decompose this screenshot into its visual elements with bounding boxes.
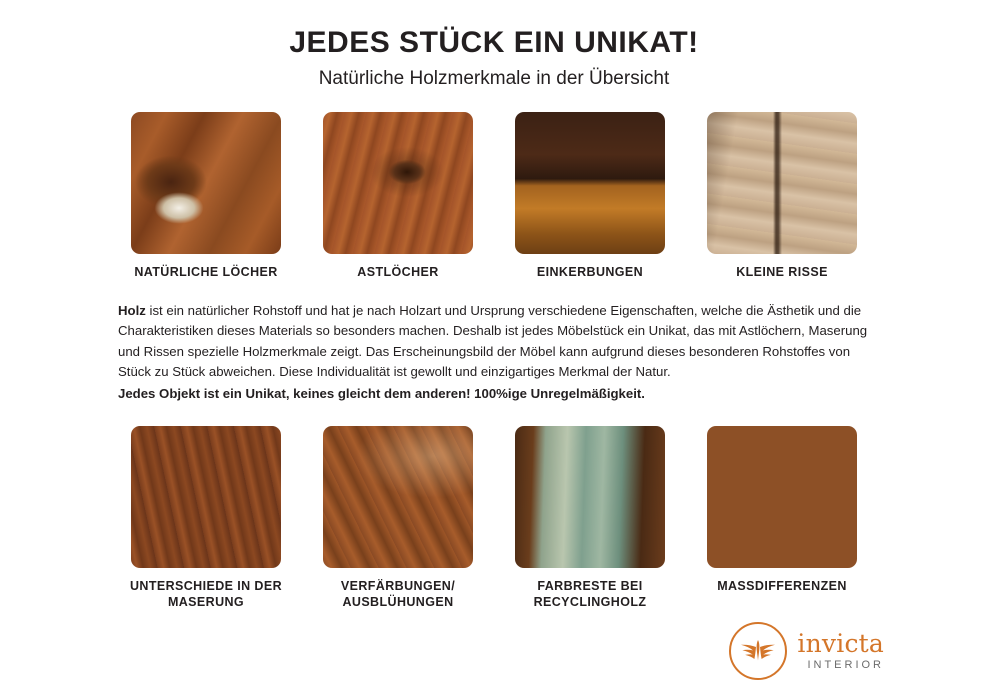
thumbnail-wrapper (707, 426, 857, 568)
body-paragraph: ist ein natürlicher Rohstoff und hat je nach Holzart und Ursprung verschiedene Eigenschaften, welche die Ästhetik und die Charakteristiken dieses Materials so besonders machen. Deshalb ist jedes Möbelstück ein Unikat, das mit Astlöchern, Maserung und Rissen spezielle Holzmerkmale zeigt. Das Erscheinungsbild der Möbel kann aufgrund dieses besonderen Rohstoffes von Stück zu Stück abweichen. Diese Individualität ist gewollt und einzigartiges Merkmal der Natur. (118, 302, 868, 380)
wood-photo (131, 426, 281, 568)
thumbnail-wrapper (323, 426, 473, 568)
wood-photo (515, 426, 665, 568)
tile-unterschiede-maserung[interactable] (118, 426, 294, 610)
brand-logo (729, 622, 884, 680)
wood-photo (323, 426, 473, 568)
tile-caption: EINKERBUNGEN (536, 265, 644, 280)
thumbnail-wrapper (707, 112, 857, 254)
logo-subtitle: INTERIOR (807, 659, 884, 671)
thumbnail-wrapper (515, 426, 665, 568)
closing-line: Jedes Objekt ist ein Unikat, keines gleicht dem anderen! 100%ige Unregelmäßigkeit. (118, 385, 645, 401)
wood-photo (515, 112, 665, 254)
tile-verfaerbungen[interactable] (310, 426, 486, 610)
feature-grid-bottom (118, 426, 870, 610)
header (118, 0, 870, 90)
logo-text (797, 631, 884, 671)
wood-photo (131, 112, 281, 254)
wood-photo (707, 426, 857, 568)
thumbnail-wrapper (131, 426, 281, 568)
tile-caption: VERFÄRBUNGEN/ AUSBLÜHUNGEN (340, 579, 456, 609)
logo-name: invicta (797, 629, 884, 658)
tile-caption: ASTLÖCHER (357, 265, 439, 280)
tile-caption: FARBRESTE BEI RECYCLINGHOLZ (533, 579, 647, 609)
page-subtitle: Natürliche Holzmerkmale in der Übersicht (318, 67, 670, 89)
tile-caption: UNTERSCHIEDE IN DER MASERUNG (129, 579, 283, 609)
thumbnail-wrapper (323, 112, 473, 254)
tile-caption: KLEINE RISSE (736, 265, 828, 280)
tile-astloecher[interactable] (310, 112, 486, 281)
tile-farbreste-recyclingholz[interactable] (502, 426, 678, 610)
lead-word: Holz (118, 302, 146, 318)
page-title: JEDES STÜCK EIN UNIKAT! (289, 26, 699, 59)
tile-natuerliche-loecher[interactable] (118, 112, 294, 281)
thumbnail-wrapper (515, 112, 665, 254)
tile-kleine-risse[interactable] (694, 112, 870, 281)
tile-caption: NATÜRLICHE LÖCHER (134, 265, 278, 280)
tile-massdifferenzen[interactable] (694, 426, 870, 610)
tile-caption: MASSDIFFERENZEN (717, 579, 847, 594)
tile-einkerbungen[interactable] (502, 112, 678, 281)
thumbnail-wrapper (131, 112, 281, 254)
feature-grid-top (118, 112, 870, 281)
body-text (118, 301, 870, 404)
wings-icon (729, 622, 787, 680)
wood-photo (323, 112, 473, 254)
wood-photo (707, 112, 857, 254)
